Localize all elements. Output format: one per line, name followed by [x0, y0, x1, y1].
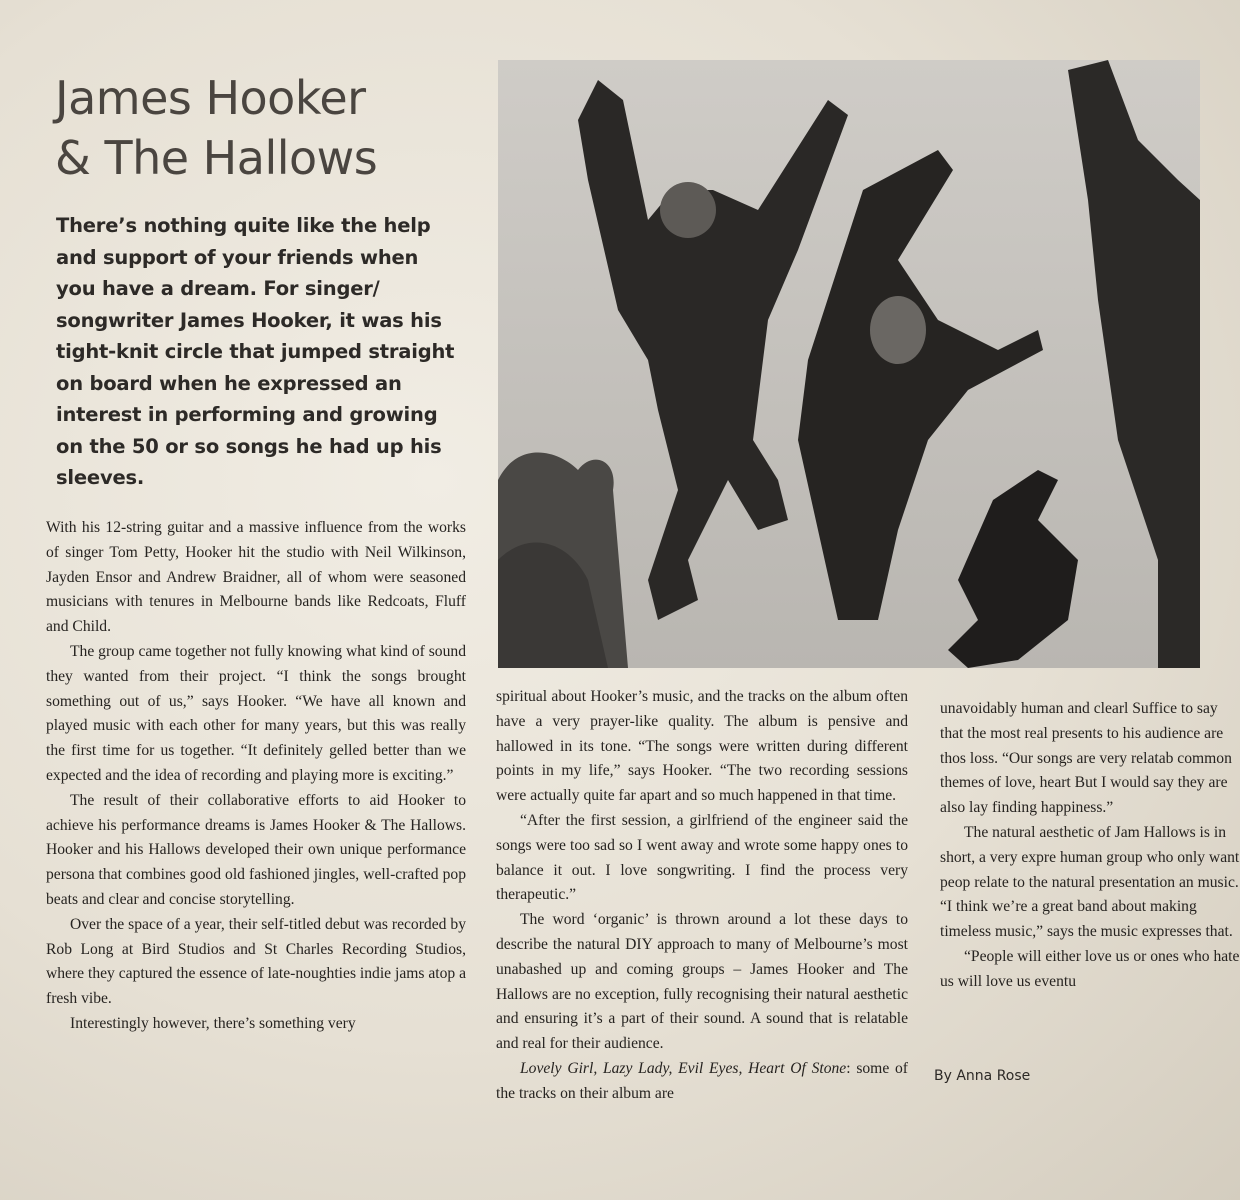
paragraph: [496, 1057, 908, 1107]
article-column-2: [496, 685, 908, 1107]
band-jumping-photo-icon: [498, 60, 1200, 668]
paragraph: Interestingly however, there’s something very: [70, 1014, 356, 1032]
standfirst-line: tight-knit circle that jumped straight: [56, 340, 455, 363]
paragraph: The group came together not fully knowing what kind of sound they wanted from their project. “I think the songs brought something out of us,” says Hooker. “We have all known and played music with each other for many years, but this was really the first time for us together. “It definitely gelled better than we expected and the idea of recording and playing more is exciting.”: [46, 642, 466, 784]
standfirst-line: There’s nothing quite like the help: [56, 214, 431, 237]
paragraph-text: : some of the tracks on their album are: [496, 1059, 908, 1102]
standfirst-line: sleeves.: [56, 466, 145, 489]
standfirst-line: on board when he expressed an: [56, 371, 402, 395]
standfirst-line: interest in performing and growing: [56, 403, 438, 426]
title-line-2: & The Hallows: [55, 131, 378, 185]
paragraph: The natural aesthetic of Jam Hallows is in short, a very expre human group who only want peop relate to the natural presentation an music. “I think we’re a great band about making timeless music,” says the music expresses that.: [940, 823, 1240, 941]
track-list: Lovely Girl, Lazy Lady, Evil Eyes, Heart Of Stone: [520, 1059, 847, 1077]
byline: By Anna Rose: [934, 1068, 1031, 1084]
paragraph: Over the space of a year, their self-titled debut was recorded by Rob Long at Bird Studios and St Charles Recording Studios, where they captured the essence of late-noughties indie jams atop a fresh vibe.: [46, 915, 467, 1008]
paragraph: unavoidably human and clearl Suffice to say that the most real presents to his audience are thos loss. “Our songs are very relatab common themes of love, heart But I would say they are also lay finding happiness.”: [940, 700, 1232, 817]
article-title: [55, 68, 377, 188]
paragraph: The word ‘organic’ is thrown around a lot these days to describe the natural DIY approach to many of Melbourne’s most unabashed up and coming groups – James Hooker and The Hallows are no exception, fully recognising their natural aesthetic and ensuring it’s a part of their sound. A sound that is relatable and real for their audience.: [496, 911, 908, 1053]
paragraph: “People will either love us or ones who hate us will love us eventu: [940, 947, 1240, 990]
standfirst-line: songwriter James Hooker, it was his: [56, 308, 442, 332]
standfirst-line: on the 50 or so songs he had up his: [56, 434, 442, 458]
title-line-1: James Hooker: [55, 71, 366, 125]
paragraph: spiritual about Hooker’s music, and the tracks on the album often have a very prayer-like quality. The album is pensive and hallowed in its tone. “The songs were written during different points in my life,” says Hooker. “The two recording sessions were actually quite far apart and so much happened in that time.: [496, 688, 908, 805]
article-column-3: [940, 697, 1240, 995]
paragraph: With his 12-string guitar and a massive influence from the works of singer Tom Petty, Hooker hit the studio with Neil Wilkinson, Jayden Ensor and Andrew Braidner, all of whom were seasoned musicians with tenures in Melbourne bands like Redcoats, Fluff and Child.: [46, 519, 466, 636]
standfirst: [56, 210, 486, 494]
band-photo: [498, 60, 1200, 668]
paragraph: “After the first session, a girlfriend of the engineer said the songs were too sad so I went away and wrote some happy ones to balance it out. I love songwriting. I find the process very therapeutic.”: [496, 811, 908, 904]
article-column-1: [46, 516, 466, 1037]
standfirst-line: and support of your friends when: [56, 245, 419, 269]
standfirst-line: you have a dream. For singer/: [56, 277, 380, 300]
paragraph: The result of their collaborative efforts to aid Hooker to achieve his performance dreams is James Hooker & The Hallows. Hooker and his Hallows developed their own unique performance persona that combines good old fashioned jingles, well-crafted pop beats and clear and concise storytelling.: [46, 791, 466, 908]
